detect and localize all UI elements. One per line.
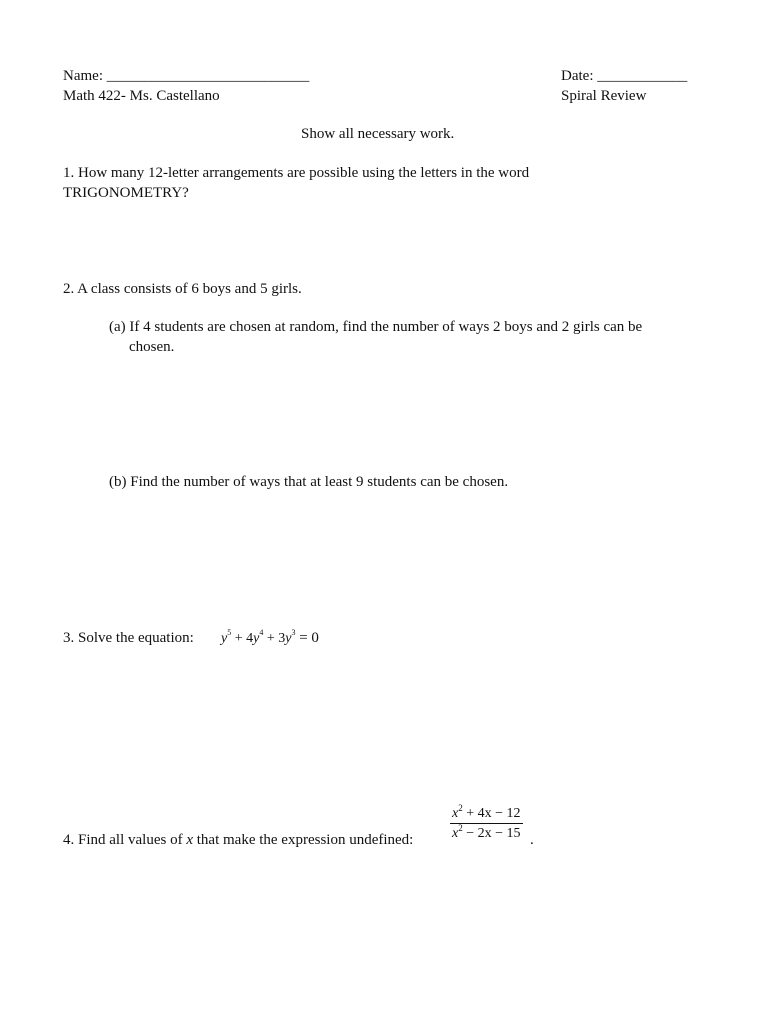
instructions: Show all necessary work. (301, 126, 455, 142)
question-3-equation: $y^5 + 4y^4 + 3y^3 = 0$ (221, 628, 319, 646)
question-4-period: . (530, 832, 534, 848)
question-2a-line-1: (a) If 4 students are chosen at random, find the number of ways 2 boys and 2 girls can be (109, 319, 643, 335)
question-2b: (b) Find the number of ways that at least 9 students can be chosen. (109, 474, 509, 490)
course-label: Math 422- Ms. Castellano (63, 88, 220, 104)
question-4-prompt: 4. Find all values of x that make the expression undefined: (63, 832, 414, 848)
fraction-denominator: $x^2 - 2x - 15$ (452, 823, 521, 841)
worksheet-title: Spiral Review (561, 88, 647, 104)
question-2-stem: 2. A class consists of 6 boys and 5 girls. (63, 281, 302, 297)
question-2a-line-2: chosen. (129, 339, 175, 355)
question-4-fraction (450, 805, 523, 842)
name-field-label: Name: ___________________________ (63, 68, 310, 84)
question-3-prompt: 3. Solve the equation: (63, 630, 194, 646)
date-field-label: Date: ____________ (561, 68, 688, 84)
fraction-numerator: $x^2 + 4x - 12$ (452, 803, 521, 821)
question-1-line-2: TRIGONOMETRY? (63, 185, 189, 201)
question-1-line-1: 1. How many 12-letter arrangements are possible using the letters in the word (63, 165, 530, 181)
